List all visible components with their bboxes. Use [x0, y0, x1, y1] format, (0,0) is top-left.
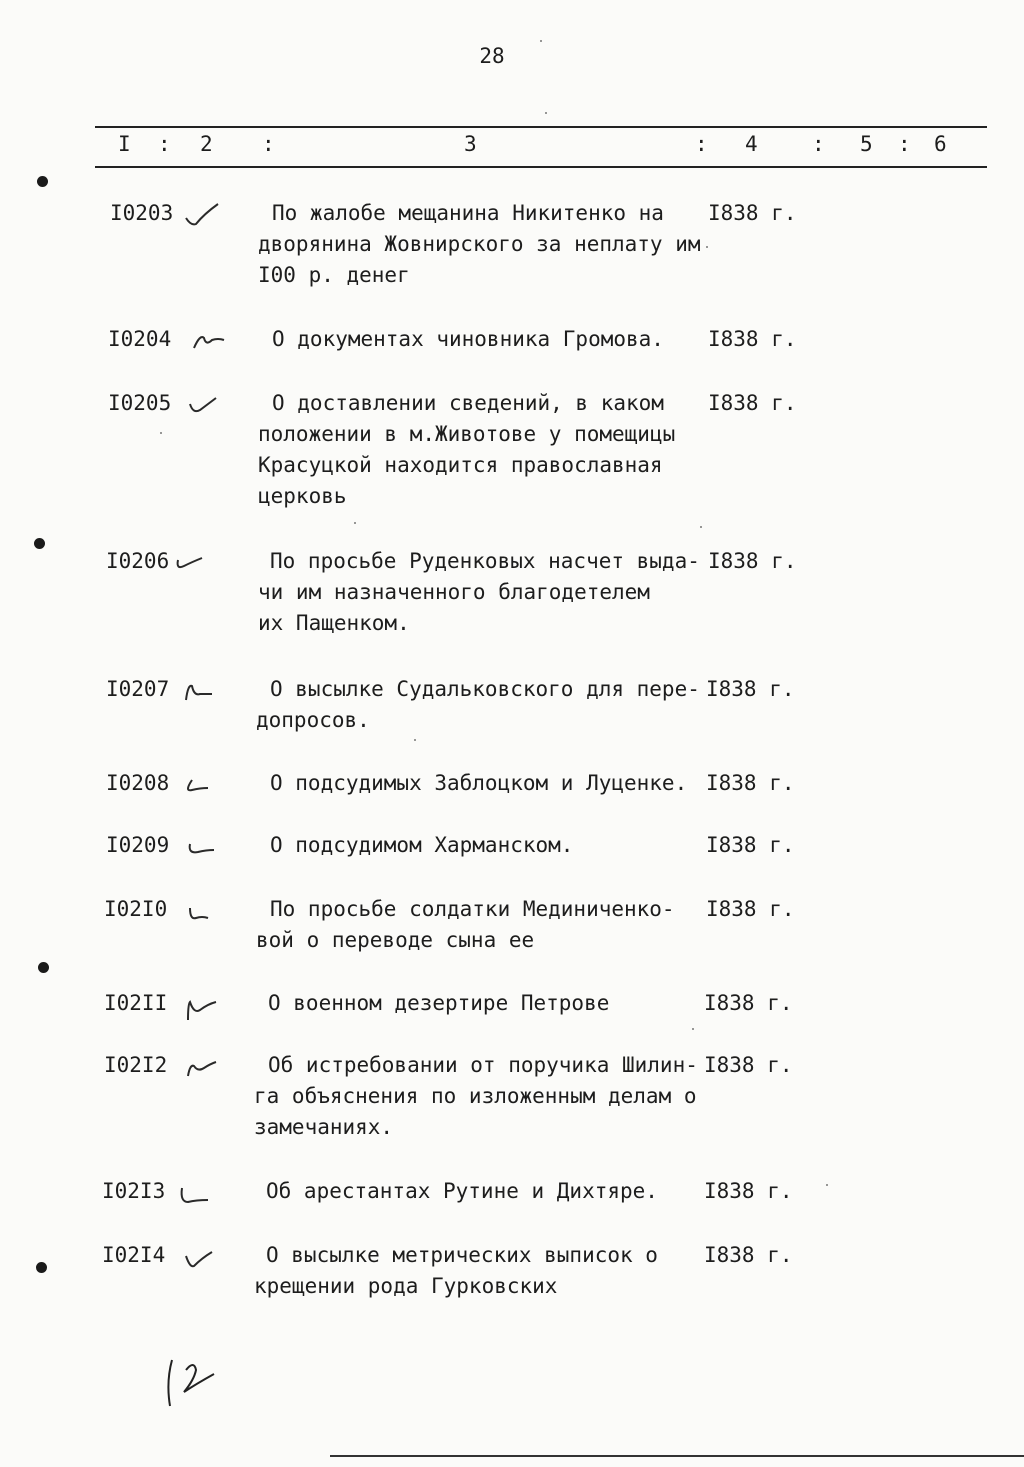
entry-number: I0207 [106, 677, 170, 701]
entry-title [256, 768, 706, 799]
entry-number: I0206 [106, 549, 170, 573]
entry-title-line: О военном дезертире Петрове [268, 991, 610, 1015]
entry-title-line: замечаниях. [254, 1115, 394, 1139]
checkmark-icon [180, 1242, 220, 1272]
entry-year: I838 г. [708, 549, 797, 573]
entry-title-line: О доставлении сведений, в каком [272, 391, 664, 415]
entry-title-line: га объяснения по изложенным делам о [254, 1084, 697, 1108]
punch-hole [34, 538, 45, 549]
entry-title [256, 830, 706, 861]
entry-title [256, 674, 706, 736]
entry-number: I0203 [110, 201, 174, 225]
entry-number: I0208 [106, 771, 170, 795]
entry-title [254, 1176, 704, 1207]
entry-number: I0204 [108, 327, 172, 351]
entry-number: I02II [104, 991, 168, 1015]
entry-number: I0205 [108, 391, 172, 415]
scan-speck [160, 432, 162, 434]
checkmark-icon [180, 990, 220, 1020]
scan-speck [414, 739, 416, 741]
page-bottom-edge-line [330, 1455, 1024, 1457]
header-sep: : [695, 132, 708, 156]
header-sep: : [898, 132, 911, 156]
entry-title-line: По просьбе солдатки Мединиченко- [270, 897, 675, 921]
entry-title-line: дворянина Жовнирского за неплату им [258, 232, 701, 256]
checkmark-icon [176, 1178, 216, 1208]
scan-speck [354, 522, 356, 524]
checkmark-icon [180, 770, 220, 800]
entry-title-line: допросов. [256, 708, 370, 732]
checkmark-icon [184, 390, 224, 420]
entry-title-line: чи им назначенного благодетелем [258, 580, 650, 604]
scan-speck [540, 40, 542, 42]
header-sep: : [262, 132, 275, 156]
entry-title-line: О высылке метрических выписок о [266, 1243, 658, 1267]
table-header-bottom-rule [95, 166, 987, 168]
entry-title-line: Красуцкой находится православная [258, 453, 663, 477]
entry-title [256, 894, 706, 956]
entry-number: I02I0 [104, 897, 168, 921]
scan-speck [700, 526, 702, 528]
entry-number: I02I2 [104, 1053, 168, 1077]
punch-hole [38, 962, 49, 973]
entry-number: I02I4 [102, 1243, 166, 1267]
handwritten-initials-signature [160, 1352, 220, 1412]
entry-title [256, 988, 706, 1019]
punch-hole [36, 1262, 47, 1273]
scan-speck [545, 112, 547, 114]
header-col-3: 3 [464, 132, 477, 156]
entry-title-line: О подсудимом Харманском. [270, 833, 574, 857]
entry-year: I838 г. [706, 677, 795, 701]
header-col-4: 4 [745, 132, 758, 156]
entry-title-line: I00 р. денег [258, 263, 410, 287]
entry-title-line: крещении рода Гурковских [254, 1274, 558, 1298]
header-sep: : [158, 132, 171, 156]
entry-title-line: положении в м.Животове у помещицы [258, 422, 676, 446]
entry-year: I838 г. [706, 833, 795, 857]
entry-year: I838 г. [708, 327, 797, 351]
entry-title-line: Об истребовании от поручика Шилин- [268, 1053, 698, 1077]
header-sep: : [812, 132, 825, 156]
entry-year: I838 г. [708, 391, 797, 415]
header-col-6: 6 [934, 132, 947, 156]
entry-year: I838 г. [706, 897, 795, 921]
entry-year: I838 г. [704, 1179, 793, 1203]
punch-hole [37, 176, 48, 187]
entry-title [254, 1050, 704, 1143]
entry-title [258, 546, 708, 639]
entry-title-line: О высылке Судальковского для пере- [270, 677, 700, 701]
checkmark-icon [190, 326, 230, 356]
checkmark-icon [182, 1052, 222, 1082]
entry-title-line: Об арестантах Рутине и Дихтяре. [266, 1179, 658, 1203]
checkmark-icon [180, 676, 220, 706]
entry-title [258, 198, 708, 291]
entry-title-line: По просьбе Руденковых насчет выда- [270, 549, 700, 573]
header-col-1: I [118, 132, 131, 156]
entry-title-line: О подсудимых Заблоцком и Луценке. [270, 771, 688, 795]
header-col-2: 2 [200, 132, 213, 156]
entry-title [254, 1240, 704, 1302]
header-col-5: 5 [860, 132, 873, 156]
scan-speck [826, 1184, 828, 1186]
checkmark-icon [182, 896, 222, 926]
entry-year: I838 г. [706, 771, 795, 795]
checkmark-icon [182, 198, 222, 228]
entry-year: I838 г. [708, 201, 797, 225]
entry-year: I838 г. [704, 991, 793, 1015]
entry-title-line: По жалобе мещанина Никитенко на [272, 201, 664, 225]
checkmark-icon [172, 548, 212, 578]
entry-year: I838 г. [704, 1053, 793, 1077]
table-header-top-rule [95, 126, 987, 128]
scan-speck [706, 246, 708, 248]
entry-year: I838 г. [704, 1243, 793, 1267]
entry-title-line: О документах чиновника Громова. [272, 327, 664, 351]
scan-speck [692, 1028, 694, 1030]
entry-title-line: вой о переводе сына ее [256, 928, 535, 952]
entry-number: I0209 [106, 833, 170, 857]
entry-number: I02I3 [102, 1179, 166, 1203]
entry-title-line: их Пащенком. [258, 611, 410, 635]
page-number: 28 [479, 44, 505, 68]
entry-title-line: церковь [258, 484, 347, 508]
entry-title [258, 388, 708, 512]
entry-title [258, 324, 708, 355]
checkmark-icon [184, 832, 224, 862]
